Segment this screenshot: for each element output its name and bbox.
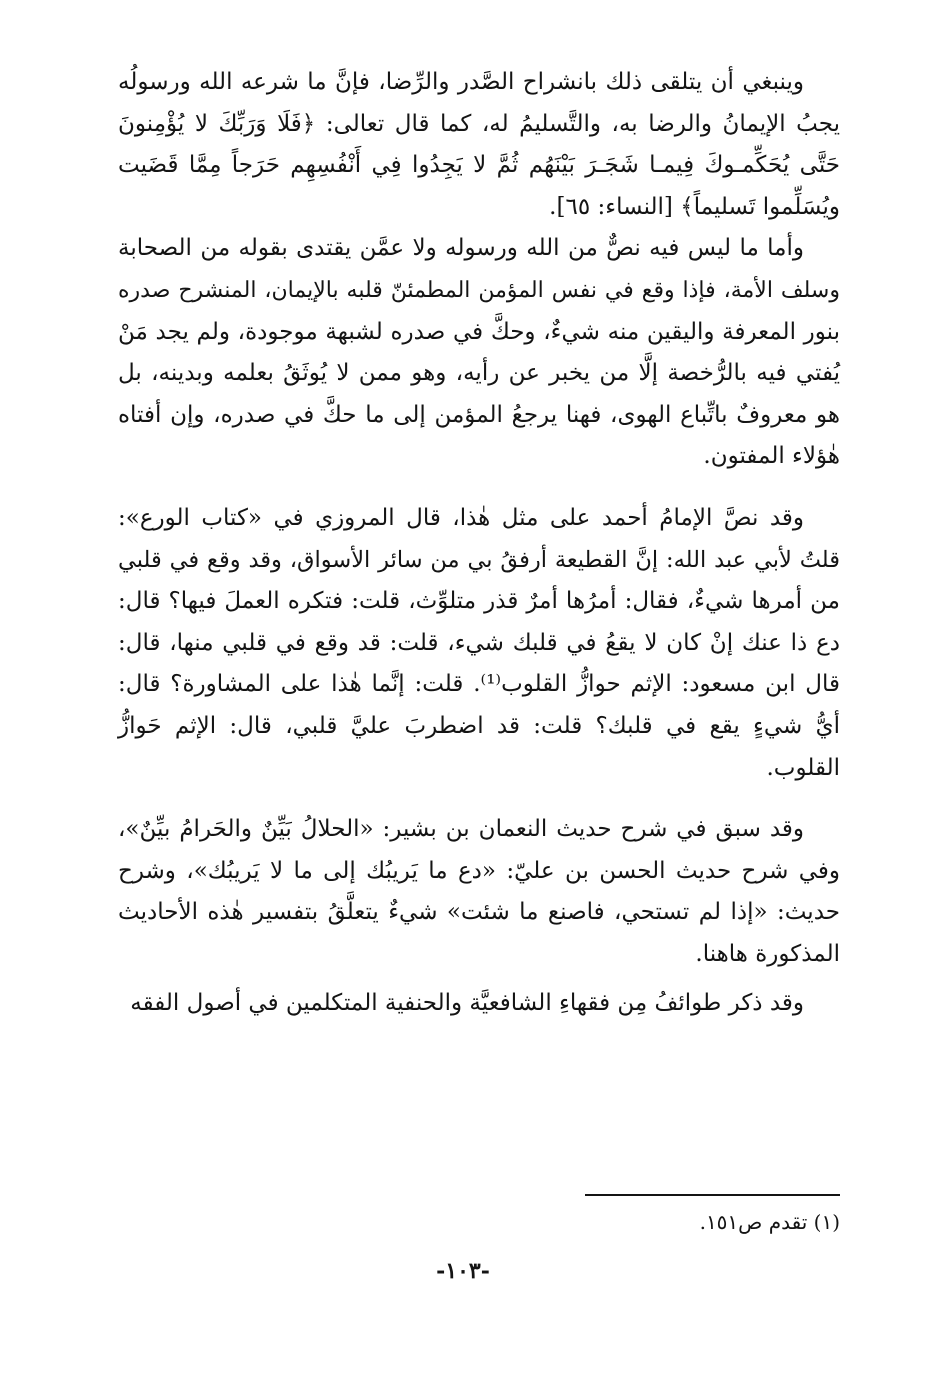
text-line: أيُّ شيءٍ يقع في قلبك؟ قلت: قد اضطربَ عليَّ قلبي، قال: الإثم حَوازُّ xyxy=(118,712,840,739)
text-line: وفي شرح حديث الحسن بن عليّ: «دع ما يَريبُك إلى ما لا يَريبُك»، وشرح xyxy=(118,857,840,884)
footnote: (١) تقدم ص١٥١. xyxy=(699,1210,840,1234)
text-line: يجبُ الإيمانُ والرضا به، والتَّسليمُ له، كما قال تعالى: ﴿فَلَا وَرَبِّكَ لا يُؤْمِنونَ xyxy=(118,110,840,137)
paragraph-3 xyxy=(118,498,840,789)
text-line: بنور المعرفة واليقين منه شيءٌ، وحكَّ في صدره لشبهة موجودة، ولم يجد مَنْ xyxy=(118,318,840,345)
text-line: وأما ما ليس فيه نصٌّ من الله ورسوله ولا عمَّن يقتدى بقوله من الصحابة xyxy=(118,235,804,262)
page-body xyxy=(118,62,840,1025)
text-line: القلوب. xyxy=(766,754,840,781)
text-line: حَتَّى يُحَكِّمـوكَ فِيمـا شَجَـرَ بَيْنَهُم ثُمَّ لا يَجِدُوا فِي أَنْفُسِهِم حَرَجاً مِمَّا قَضَيت xyxy=(118,152,840,179)
text-line: قال ابن مسعود: الإثم حوازُّ القلوب⁽¹⁾. قلت: إنَّما هٰذا على المشاورة؟ قال: xyxy=(118,671,840,698)
text-line: دع ذا عنك إنْ كان لا يقعُ في قلبك شيء، قلت: قد وقع في قلبي منها، قال: xyxy=(118,629,840,656)
text-line: هٰؤلاء المفتون. xyxy=(703,443,840,470)
text-line: وينبغي أن يتلقى ذلك بانشراح الصَّدر والرِّضا، فإنَّ ما شرعه الله ورسولُه xyxy=(118,69,804,95)
text-line: وقد ذكر طوائفُ مِن فقهاءِ الشافعيَّة والحنفية المتكلمين في أصول الفقه xyxy=(130,990,804,1017)
paragraph-5 xyxy=(118,983,840,1025)
paragraph-2 xyxy=(118,228,840,478)
text-line: وسلف الأمة، فإذا وقع في نفس المؤمن المطمئنّ قلبه بالإيمان، المنشرح صدره xyxy=(118,277,840,303)
footnote-separator xyxy=(585,1194,840,1196)
paragraph-4 xyxy=(118,809,840,975)
text-line: ويُسَلِّموا تَسليماً﴾ [النساء: ٦٥]. xyxy=(549,193,840,220)
text-line: يُفتي فيه بالرُّخصة إلَّا من يخبر عن رأيه، وهو ممن لا يُوثَقُ بعلمه وبدينه، بل xyxy=(118,360,840,387)
paragraph-1 xyxy=(118,62,840,228)
text-line: وقد سبق في شرح حديث النعمان بن بشير: «الحلالُ بَيِّنٌ والحَرامُ بيِّنٌ»، xyxy=(118,816,804,843)
text-line: من أمرها شيءٌ، فقال: أمرُها أمرٌ قذر متلوِّث، قلت: فتكره العملَ فيها؟ قال: xyxy=(118,588,840,615)
page-number: -١٠٣- xyxy=(436,1258,490,1284)
text-line: هو معروفٌ باتِّباع الهوى، فهنا يرجعُ المؤمن إلى ما حكَّ في صدره، وإن أفتاه xyxy=(118,401,841,428)
text-line: المذكورة هاهنا. xyxy=(695,940,840,967)
text-line: قلتُ لأبي عبد الله: إنَّ القطيعة أرفقُ بي من سائر الأسواق، وقد وقع في قلبي xyxy=(118,546,840,573)
text-line: حديث: «إذا لم تستحي، فاصنع ما شئت» شيءٌ يتعلَّقُ بتفسير هٰذه الأحاديث xyxy=(118,899,840,926)
text-line: وقد نصَّ الإمامُ أحمد على مثل هٰذا، قال المروزي في «كتاب الورع»: xyxy=(118,504,804,531)
